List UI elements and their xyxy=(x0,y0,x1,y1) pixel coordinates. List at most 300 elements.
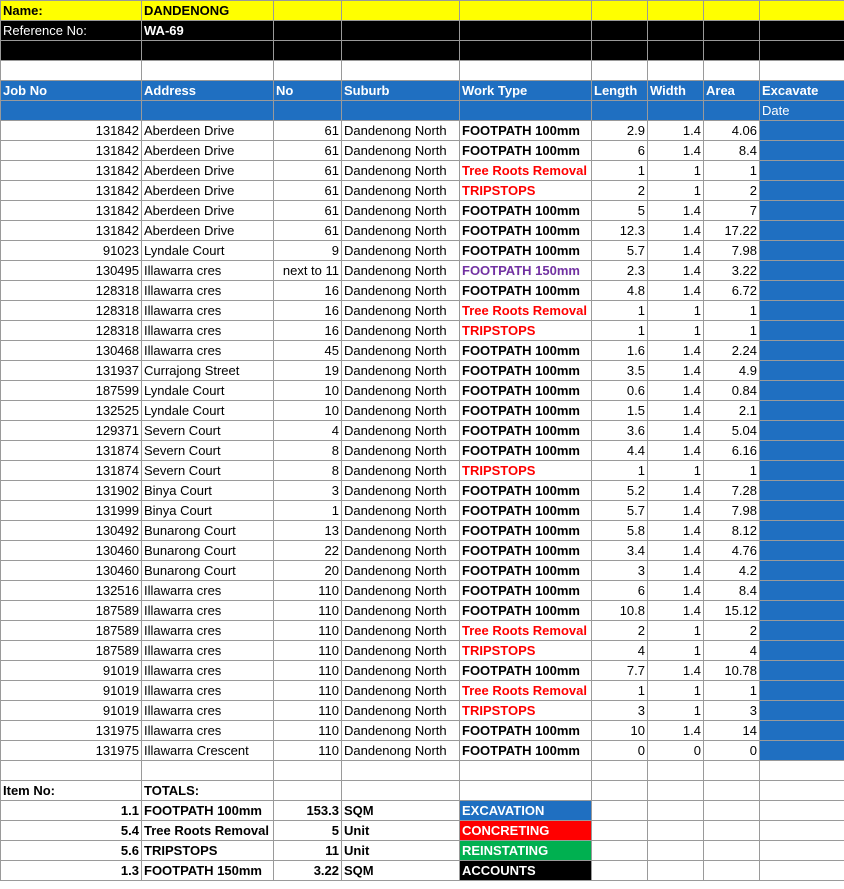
no-cell[interactable]: 61 xyxy=(274,121,342,141)
job-no-cell[interactable]: 131842 xyxy=(1,141,142,161)
address-cell[interactable]: Illawarra cres xyxy=(142,621,274,641)
area-cell[interactable]: 1 xyxy=(704,161,760,181)
length-cell[interactable]: 2 xyxy=(592,621,648,641)
length-cell[interactable]: 1 xyxy=(592,461,648,481)
address-cell[interactable]: Aberdeen Drive xyxy=(142,121,274,141)
suburb-cell[interactable]: Dandenong North xyxy=(342,321,460,341)
job-no-cell[interactable]: 130460 xyxy=(1,561,142,581)
length-cell[interactable]: 4 xyxy=(592,641,648,661)
area-cell[interactable]: 7.98 xyxy=(704,501,760,521)
area-cell[interactable]: 3.22 xyxy=(704,261,760,281)
no-cell[interactable]: 61 xyxy=(274,181,342,201)
job-no-cell[interactable]: 131842 xyxy=(1,121,142,141)
cell[interactable] xyxy=(760,21,844,41)
excavate-date-cell[interactable] xyxy=(760,601,844,621)
work-type-cell[interactable]: TRIPSTOPS xyxy=(460,321,592,341)
address-cell[interactable]: Binya Court xyxy=(142,481,274,501)
length-cell[interactable]: 10.8 xyxy=(592,601,648,621)
work-type-cell[interactable]: TRIPSTOPS xyxy=(460,641,592,661)
no-cell[interactable]: 110 xyxy=(274,721,342,741)
no-cell[interactable]: 110 xyxy=(274,701,342,721)
excavate-date-cell[interactable] xyxy=(760,541,844,561)
cell[interactable] xyxy=(342,41,460,61)
address-cell[interactable]: Illawarra cres xyxy=(142,681,274,701)
work-type-cell[interactable]: FOOTPATH 100mm xyxy=(460,201,592,221)
job-no-cell[interactable]: 129371 xyxy=(1,421,142,441)
cell[interactable] xyxy=(460,101,592,121)
cell[interactable] xyxy=(648,841,704,861)
width-cell[interactable]: 1.4 xyxy=(648,481,704,501)
total-qty-cell[interactable]: 11 xyxy=(274,841,342,861)
suburb-cell[interactable]: Dandenong North xyxy=(342,281,460,301)
work-type-cell[interactable]: FOOTPATH 100mm xyxy=(460,481,592,501)
excavate-date-cell[interactable] xyxy=(760,181,844,201)
suburb-cell[interactable]: Dandenong North xyxy=(342,521,460,541)
header-job-no[interactable]: Job No xyxy=(1,81,142,101)
suburb-cell[interactable]: Dandenong North xyxy=(342,541,460,561)
suburb-cell[interactable]: Dandenong North xyxy=(342,381,460,401)
suburb-cell[interactable]: Dandenong North xyxy=(342,181,460,201)
header-excavate[interactable]: Excavate xyxy=(760,81,844,101)
excavate-date-cell[interactable] xyxy=(760,561,844,581)
cell[interactable] xyxy=(274,761,342,781)
job-no-cell[interactable]: 91019 xyxy=(1,701,142,721)
work-type-cell[interactable]: FOOTPATH 100mm xyxy=(460,241,592,261)
excavate-date-cell[interactable] xyxy=(760,441,844,461)
no-cell[interactable]: 110 xyxy=(274,741,342,761)
area-cell[interactable]: 4.9 xyxy=(704,361,760,381)
cell[interactable] xyxy=(704,61,760,81)
total-desc-cell[interactable]: TRIPSTOPS xyxy=(142,841,274,861)
cell[interactable] xyxy=(460,781,592,801)
width-cell[interactable]: 1.4 xyxy=(648,601,704,621)
length-cell[interactable]: 4.8 xyxy=(592,281,648,301)
work-type-cell[interactable]: Tree Roots Removal xyxy=(460,301,592,321)
cell[interactable] xyxy=(592,781,648,801)
excavate-date-cell[interactable] xyxy=(760,321,844,341)
cell[interactable] xyxy=(592,101,648,121)
excavate-date-cell[interactable] xyxy=(760,421,844,441)
excavate-date-cell[interactable] xyxy=(760,701,844,721)
cell[interactable] xyxy=(760,41,844,61)
no-cell[interactable]: 16 xyxy=(274,321,342,341)
width-cell[interactable]: 1.4 xyxy=(648,721,704,741)
no-cell[interactable]: 110 xyxy=(274,681,342,701)
cell[interactable] xyxy=(1,61,142,81)
area-cell[interactable]: 4.76 xyxy=(704,541,760,561)
length-cell[interactable]: 5.8 xyxy=(592,521,648,541)
work-type-cell[interactable]: FOOTPATH 100mm xyxy=(460,721,592,741)
work-type-cell[interactable]: FOOTPATH 100mm xyxy=(460,501,592,521)
no-cell[interactable]: 13 xyxy=(274,521,342,541)
area-cell[interactable]: 0 xyxy=(704,741,760,761)
excavate-date-cell[interactable] xyxy=(760,721,844,741)
length-cell[interactable]: 5.7 xyxy=(592,501,648,521)
work-type-cell[interactable]: Tree Roots Removal xyxy=(460,621,592,641)
length-cell[interactable]: 5.7 xyxy=(592,241,648,261)
item-no-cell[interactable]: 1.1 xyxy=(1,801,142,821)
cell[interactable] xyxy=(760,1,844,21)
width-cell[interactable]: 1 xyxy=(648,301,704,321)
cell[interactable] xyxy=(274,101,342,121)
excavate-date-cell[interactable] xyxy=(760,521,844,541)
cell[interactable] xyxy=(460,1,592,21)
excavate-date-cell[interactable] xyxy=(760,121,844,141)
no-cell[interactable]: 110 xyxy=(274,601,342,621)
width-cell[interactable]: 1 xyxy=(648,161,704,181)
width-cell[interactable]: 1.4 xyxy=(648,381,704,401)
job-no-cell[interactable]: 130492 xyxy=(1,521,142,541)
width-cell[interactable]: 1.4 xyxy=(648,281,704,301)
excavate-date-cell[interactable] xyxy=(760,381,844,401)
area-cell[interactable]: 8.4 xyxy=(704,581,760,601)
length-cell[interactable]: 1 xyxy=(592,301,648,321)
work-type-cell[interactable]: TRIPSTOPS xyxy=(460,181,592,201)
excavate-date-cell[interactable] xyxy=(760,661,844,681)
header-width[interactable]: Width xyxy=(648,81,704,101)
total-qty-cell[interactable]: 153.3 xyxy=(274,801,342,821)
no-cell[interactable]: 20 xyxy=(274,561,342,581)
excavate-date-cell[interactable] xyxy=(760,281,844,301)
area-cell[interactable]: 8.12 xyxy=(704,521,760,541)
width-cell[interactable]: 1.4 xyxy=(648,421,704,441)
address-cell[interactable]: Bunarong Court xyxy=(142,541,274,561)
suburb-cell[interactable]: Dandenong North xyxy=(342,401,460,421)
cell[interactable] xyxy=(460,41,592,61)
cell[interactable] xyxy=(704,801,760,821)
width-cell[interactable]: 1 xyxy=(648,321,704,341)
cell[interactable] xyxy=(760,861,844,881)
address-cell[interactable]: Illawarra cres xyxy=(142,601,274,621)
suburb-cell[interactable]: Dandenong North xyxy=(342,661,460,681)
work-type-cell[interactable]: FOOTPATH 100mm xyxy=(460,541,592,561)
area-cell[interactable]: 1 xyxy=(704,301,760,321)
job-no-cell[interactable]: 131999 xyxy=(1,501,142,521)
excavate-date-cell[interactable] xyxy=(760,301,844,321)
suburb-cell[interactable]: Dandenong North xyxy=(342,141,460,161)
length-cell[interactable]: 2 xyxy=(592,181,648,201)
suburb-cell[interactable]: Dandenong North xyxy=(342,481,460,501)
cell[interactable] xyxy=(274,21,342,41)
cell[interactable] xyxy=(460,61,592,81)
address-cell[interactable]: Illawarra cres xyxy=(142,281,274,301)
excavate-date-cell[interactable] xyxy=(760,461,844,481)
address-cell[interactable]: Lyndale Court xyxy=(142,401,274,421)
address-cell[interactable]: Illawarra cres xyxy=(142,321,274,341)
cell[interactable] xyxy=(648,61,704,81)
area-cell[interactable]: 2 xyxy=(704,621,760,641)
cell[interactable] xyxy=(592,801,648,821)
job-no-cell[interactable]: 131874 xyxy=(1,461,142,481)
length-cell[interactable]: 2.3 xyxy=(592,261,648,281)
total-unit-cell[interactable]: Unit xyxy=(342,821,460,841)
cell[interactable] xyxy=(592,761,648,781)
length-cell[interactable]: 0.6 xyxy=(592,381,648,401)
job-no-cell[interactable]: 131842 xyxy=(1,201,142,221)
cell[interactable] xyxy=(648,861,704,881)
excavate-date-cell[interactable] xyxy=(760,141,844,161)
address-cell[interactable]: Bunarong Court xyxy=(142,561,274,581)
header-area[interactable]: Area xyxy=(704,81,760,101)
cell[interactable] xyxy=(342,21,460,41)
excavate-date-cell[interactable] xyxy=(760,161,844,181)
cell[interactable] xyxy=(760,821,844,841)
cell[interactable] xyxy=(142,101,274,121)
no-cell[interactable]: 110 xyxy=(274,581,342,601)
work-type-cell[interactable]: FOOTPATH 100mm xyxy=(460,381,592,401)
excavate-date-cell[interactable] xyxy=(760,341,844,361)
address-cell[interactable]: Aberdeen Drive xyxy=(142,221,274,241)
area-cell[interactable]: 1 xyxy=(704,321,760,341)
excavate-date-cell[interactable] xyxy=(760,501,844,521)
length-cell[interactable]: 4.4 xyxy=(592,441,648,461)
work-type-cell[interactable]: FOOTPATH 100mm xyxy=(460,221,592,241)
width-cell[interactable]: 1.4 xyxy=(648,121,704,141)
address-cell[interactable]: Illawarra cres xyxy=(142,721,274,741)
length-cell[interactable]: 3.5 xyxy=(592,361,648,381)
suburb-cell[interactable]: Dandenong North xyxy=(342,641,460,661)
width-cell[interactable]: 1.4 xyxy=(648,401,704,421)
suburb-cell[interactable]: Dandenong North xyxy=(342,461,460,481)
job-no-cell[interactable]: 91023 xyxy=(1,241,142,261)
work-type-cell[interactable]: FOOTPATH 100mm xyxy=(460,421,592,441)
total-desc-cell[interactable]: Tree Roots Removal xyxy=(142,821,274,841)
width-cell[interactable]: 1 xyxy=(648,181,704,201)
suburb-cell[interactable]: Dandenong North xyxy=(342,301,460,321)
no-cell[interactable]: 19 xyxy=(274,361,342,381)
width-cell[interactable]: 1.4 xyxy=(648,361,704,381)
work-type-cell[interactable]: FOOTPATH 100mm xyxy=(460,281,592,301)
reference-value[interactable]: WA-69 xyxy=(142,21,274,41)
address-cell[interactable]: Aberdeen Drive xyxy=(142,161,274,181)
address-cell[interactable]: Aberdeen Drive xyxy=(142,201,274,221)
work-type-cell[interactable]: FOOTPATH 100mm xyxy=(460,121,592,141)
no-cell[interactable]: next to 11 xyxy=(274,261,342,281)
area-cell[interactable]: 4.06 xyxy=(704,121,760,141)
length-cell[interactable]: 5.2 xyxy=(592,481,648,501)
address-cell[interactable]: Aberdeen Drive xyxy=(142,141,274,161)
length-cell[interactable]: 1 xyxy=(592,681,648,701)
reference-label[interactable]: Reference No: xyxy=(1,21,142,41)
length-cell[interactable]: 1.6 xyxy=(592,341,648,361)
no-cell[interactable]: 110 xyxy=(274,641,342,661)
cell[interactable] xyxy=(592,841,648,861)
excavate-date-cell[interactable] xyxy=(760,681,844,701)
address-cell[interactable]: Bunarong Court xyxy=(142,521,274,541)
length-cell[interactable]: 0 xyxy=(592,741,648,761)
name-value[interactable]: DANDENONG xyxy=(142,1,274,21)
excavate-date-cell[interactable] xyxy=(760,201,844,221)
area-cell[interactable]: 10.78 xyxy=(704,661,760,681)
work-type-cell[interactable]: Tree Roots Removal xyxy=(460,161,592,181)
cell[interactable] xyxy=(274,61,342,81)
address-cell[interactable]: Severn Court xyxy=(142,421,274,441)
job-no-cell[interactable]: 130460 xyxy=(1,541,142,561)
cell[interactable] xyxy=(760,801,844,821)
area-cell[interactable]: 2 xyxy=(704,181,760,201)
width-cell[interactable]: 1 xyxy=(648,461,704,481)
length-cell[interactable]: 3 xyxy=(592,561,648,581)
suburb-cell[interactable]: Dandenong North xyxy=(342,221,460,241)
cell[interactable] xyxy=(704,821,760,841)
cell[interactable] xyxy=(342,61,460,81)
legend-reinstating[interactable]: REINSTATING xyxy=(460,841,592,861)
cell[interactable] xyxy=(648,21,704,41)
item-no-cell[interactable]: 5.4 xyxy=(1,821,142,841)
total-desc-cell[interactable]: FOOTPATH 100mm xyxy=(142,801,274,821)
width-cell[interactable]: 1.4 xyxy=(648,441,704,461)
total-unit-cell[interactable]: Unit xyxy=(342,841,460,861)
area-cell[interactable]: 7 xyxy=(704,201,760,221)
cell[interactable] xyxy=(142,761,274,781)
suburb-cell[interactable]: Dandenong North xyxy=(342,621,460,641)
suburb-cell[interactable]: Dandenong North xyxy=(342,261,460,281)
work-type-cell[interactable]: TRIPSTOPS xyxy=(460,461,592,481)
address-cell[interactable]: Illawarra cres xyxy=(142,261,274,281)
area-cell[interactable]: 1 xyxy=(704,461,760,481)
work-type-cell[interactable]: FOOTPATH 100mm xyxy=(460,441,592,461)
job-no-cell[interactable]: 130495 xyxy=(1,261,142,281)
suburb-cell[interactable]: Dandenong North xyxy=(342,241,460,261)
no-cell[interactable]: 9 xyxy=(274,241,342,261)
excavate-date-cell[interactable] xyxy=(760,741,844,761)
no-cell[interactable]: 61 xyxy=(274,201,342,221)
width-cell[interactable]: 1 xyxy=(648,641,704,661)
cell[interactable] xyxy=(760,841,844,861)
area-cell[interactable]: 4.2 xyxy=(704,561,760,581)
cell[interactable] xyxy=(342,1,460,21)
cell[interactable] xyxy=(760,781,844,801)
job-no-cell[interactable]: 91019 xyxy=(1,661,142,681)
legend-concreting[interactable]: CONCRETING xyxy=(460,821,592,841)
address-cell[interactable]: Illawarra cres xyxy=(142,301,274,321)
name-label[interactable]: Name: xyxy=(1,1,142,21)
total-unit-cell[interactable]: SQM xyxy=(342,861,460,881)
address-cell[interactable]: Illawarra Crescent xyxy=(142,741,274,761)
length-cell[interactable]: 3 xyxy=(592,701,648,721)
work-type-cell[interactable]: FOOTPATH 100mm xyxy=(460,521,592,541)
address-cell[interactable]: Lyndale Court xyxy=(142,381,274,401)
width-cell[interactable]: 1.4 xyxy=(648,141,704,161)
job-no-cell[interactable]: 132525 xyxy=(1,401,142,421)
length-cell[interactable]: 1 xyxy=(592,161,648,181)
cell[interactable] xyxy=(704,841,760,861)
suburb-cell[interactable]: Dandenong North xyxy=(342,721,460,741)
address-cell[interactable]: Illawarra cres xyxy=(142,701,274,721)
suburb-cell[interactable]: Dandenong North xyxy=(342,341,460,361)
cell[interactable] xyxy=(760,761,844,781)
job-no-cell[interactable]: 131937 xyxy=(1,361,142,381)
cell[interactable] xyxy=(460,761,592,781)
address-cell[interactable]: Aberdeen Drive xyxy=(142,181,274,201)
cell[interactable] xyxy=(704,101,760,121)
job-no-cell[interactable]: 187589 xyxy=(1,601,142,621)
width-cell[interactable]: 1.4 xyxy=(648,241,704,261)
cell[interactable] xyxy=(592,821,648,841)
suburb-cell[interactable]: Dandenong North xyxy=(342,441,460,461)
suburb-cell[interactable]: Dandenong North xyxy=(342,201,460,221)
item-no-cell[interactable]: 1.3 xyxy=(1,861,142,881)
width-cell[interactable]: 1.4 xyxy=(648,661,704,681)
legend-accounts[interactable]: ACCOUNTS xyxy=(460,861,592,881)
area-cell[interactable]: 6.16 xyxy=(704,441,760,461)
cell[interactable] xyxy=(592,861,648,881)
header-address[interactable]: Address xyxy=(142,81,274,101)
cell[interactable] xyxy=(648,821,704,841)
job-no-cell[interactable]: 131975 xyxy=(1,741,142,761)
no-cell[interactable]: 3 xyxy=(274,481,342,501)
cell[interactable] xyxy=(704,761,760,781)
address-cell[interactable]: Illawarra cres xyxy=(142,581,274,601)
no-cell[interactable]: 8 xyxy=(274,461,342,481)
cell[interactable] xyxy=(1,101,142,121)
job-no-cell[interactable]: 187589 xyxy=(1,621,142,641)
cell[interactable] xyxy=(592,21,648,41)
total-qty-cell[interactable]: 5 xyxy=(274,821,342,841)
work-type-cell[interactable]: TRIPSTOPS xyxy=(460,701,592,721)
legend-excavation[interactable]: EXCAVATION xyxy=(460,801,592,821)
excavate-date-cell[interactable] xyxy=(760,261,844,281)
suburb-cell[interactable]: Dandenong North xyxy=(342,681,460,701)
job-no-cell[interactable]: 131902 xyxy=(1,481,142,501)
cell[interactable] xyxy=(648,1,704,21)
no-cell[interactable]: 110 xyxy=(274,661,342,681)
area-cell[interactable]: 4 xyxy=(704,641,760,661)
suburb-cell[interactable]: Dandenong North xyxy=(342,421,460,441)
area-cell[interactable]: 8.4 xyxy=(704,141,760,161)
work-type-cell[interactable]: FOOTPATH 150mm xyxy=(460,261,592,281)
job-no-cell[interactable]: 187589 xyxy=(1,641,142,661)
job-no-cell[interactable]: 130468 xyxy=(1,341,142,361)
area-cell[interactable]: 2.24 xyxy=(704,341,760,361)
suburb-cell[interactable]: Dandenong North xyxy=(342,581,460,601)
width-cell[interactable]: 1.4 xyxy=(648,261,704,281)
work-type-cell[interactable]: FOOTPATH 100mm xyxy=(460,361,592,381)
cell[interactable] xyxy=(648,101,704,121)
cell[interactable] xyxy=(704,1,760,21)
length-cell[interactable]: 3.4 xyxy=(592,541,648,561)
header-no[interactable]: No xyxy=(274,81,342,101)
cell[interactable] xyxy=(142,61,274,81)
suburb-cell[interactable]: Dandenong North xyxy=(342,701,460,721)
cell[interactable] xyxy=(142,41,274,61)
total-desc-cell[interactable]: FOOTPATH 150mm xyxy=(142,861,274,881)
cell[interactable] xyxy=(274,41,342,61)
area-cell[interactable]: 5.04 xyxy=(704,421,760,441)
cell[interactable] xyxy=(648,801,704,821)
suburb-cell[interactable]: Dandenong North xyxy=(342,501,460,521)
work-type-cell[interactable]: FOOTPATH 100mm xyxy=(460,141,592,161)
no-cell[interactable]: 10 xyxy=(274,381,342,401)
width-cell[interactable]: 0 xyxy=(648,741,704,761)
excavate-date-cell[interactable] xyxy=(760,401,844,421)
length-cell[interactable]: 2.9 xyxy=(592,121,648,141)
no-cell[interactable]: 61 xyxy=(274,161,342,181)
no-cell[interactable]: 4 xyxy=(274,421,342,441)
no-cell[interactable]: 61 xyxy=(274,221,342,241)
width-cell[interactable]: 1.4 xyxy=(648,541,704,561)
area-cell[interactable]: 0.84 xyxy=(704,381,760,401)
suburb-cell[interactable]: Dandenong North xyxy=(342,601,460,621)
cell[interactable] xyxy=(592,41,648,61)
length-cell[interactable]: 5 xyxy=(592,201,648,221)
area-cell[interactable]: 6.72 xyxy=(704,281,760,301)
job-no-cell[interactable]: 187599 xyxy=(1,381,142,401)
work-type-cell[interactable]: FOOTPATH 100mm xyxy=(460,661,592,681)
no-cell[interactable]: 16 xyxy=(274,301,342,321)
width-cell[interactable]: 1.4 xyxy=(648,561,704,581)
cell[interactable] xyxy=(704,781,760,801)
